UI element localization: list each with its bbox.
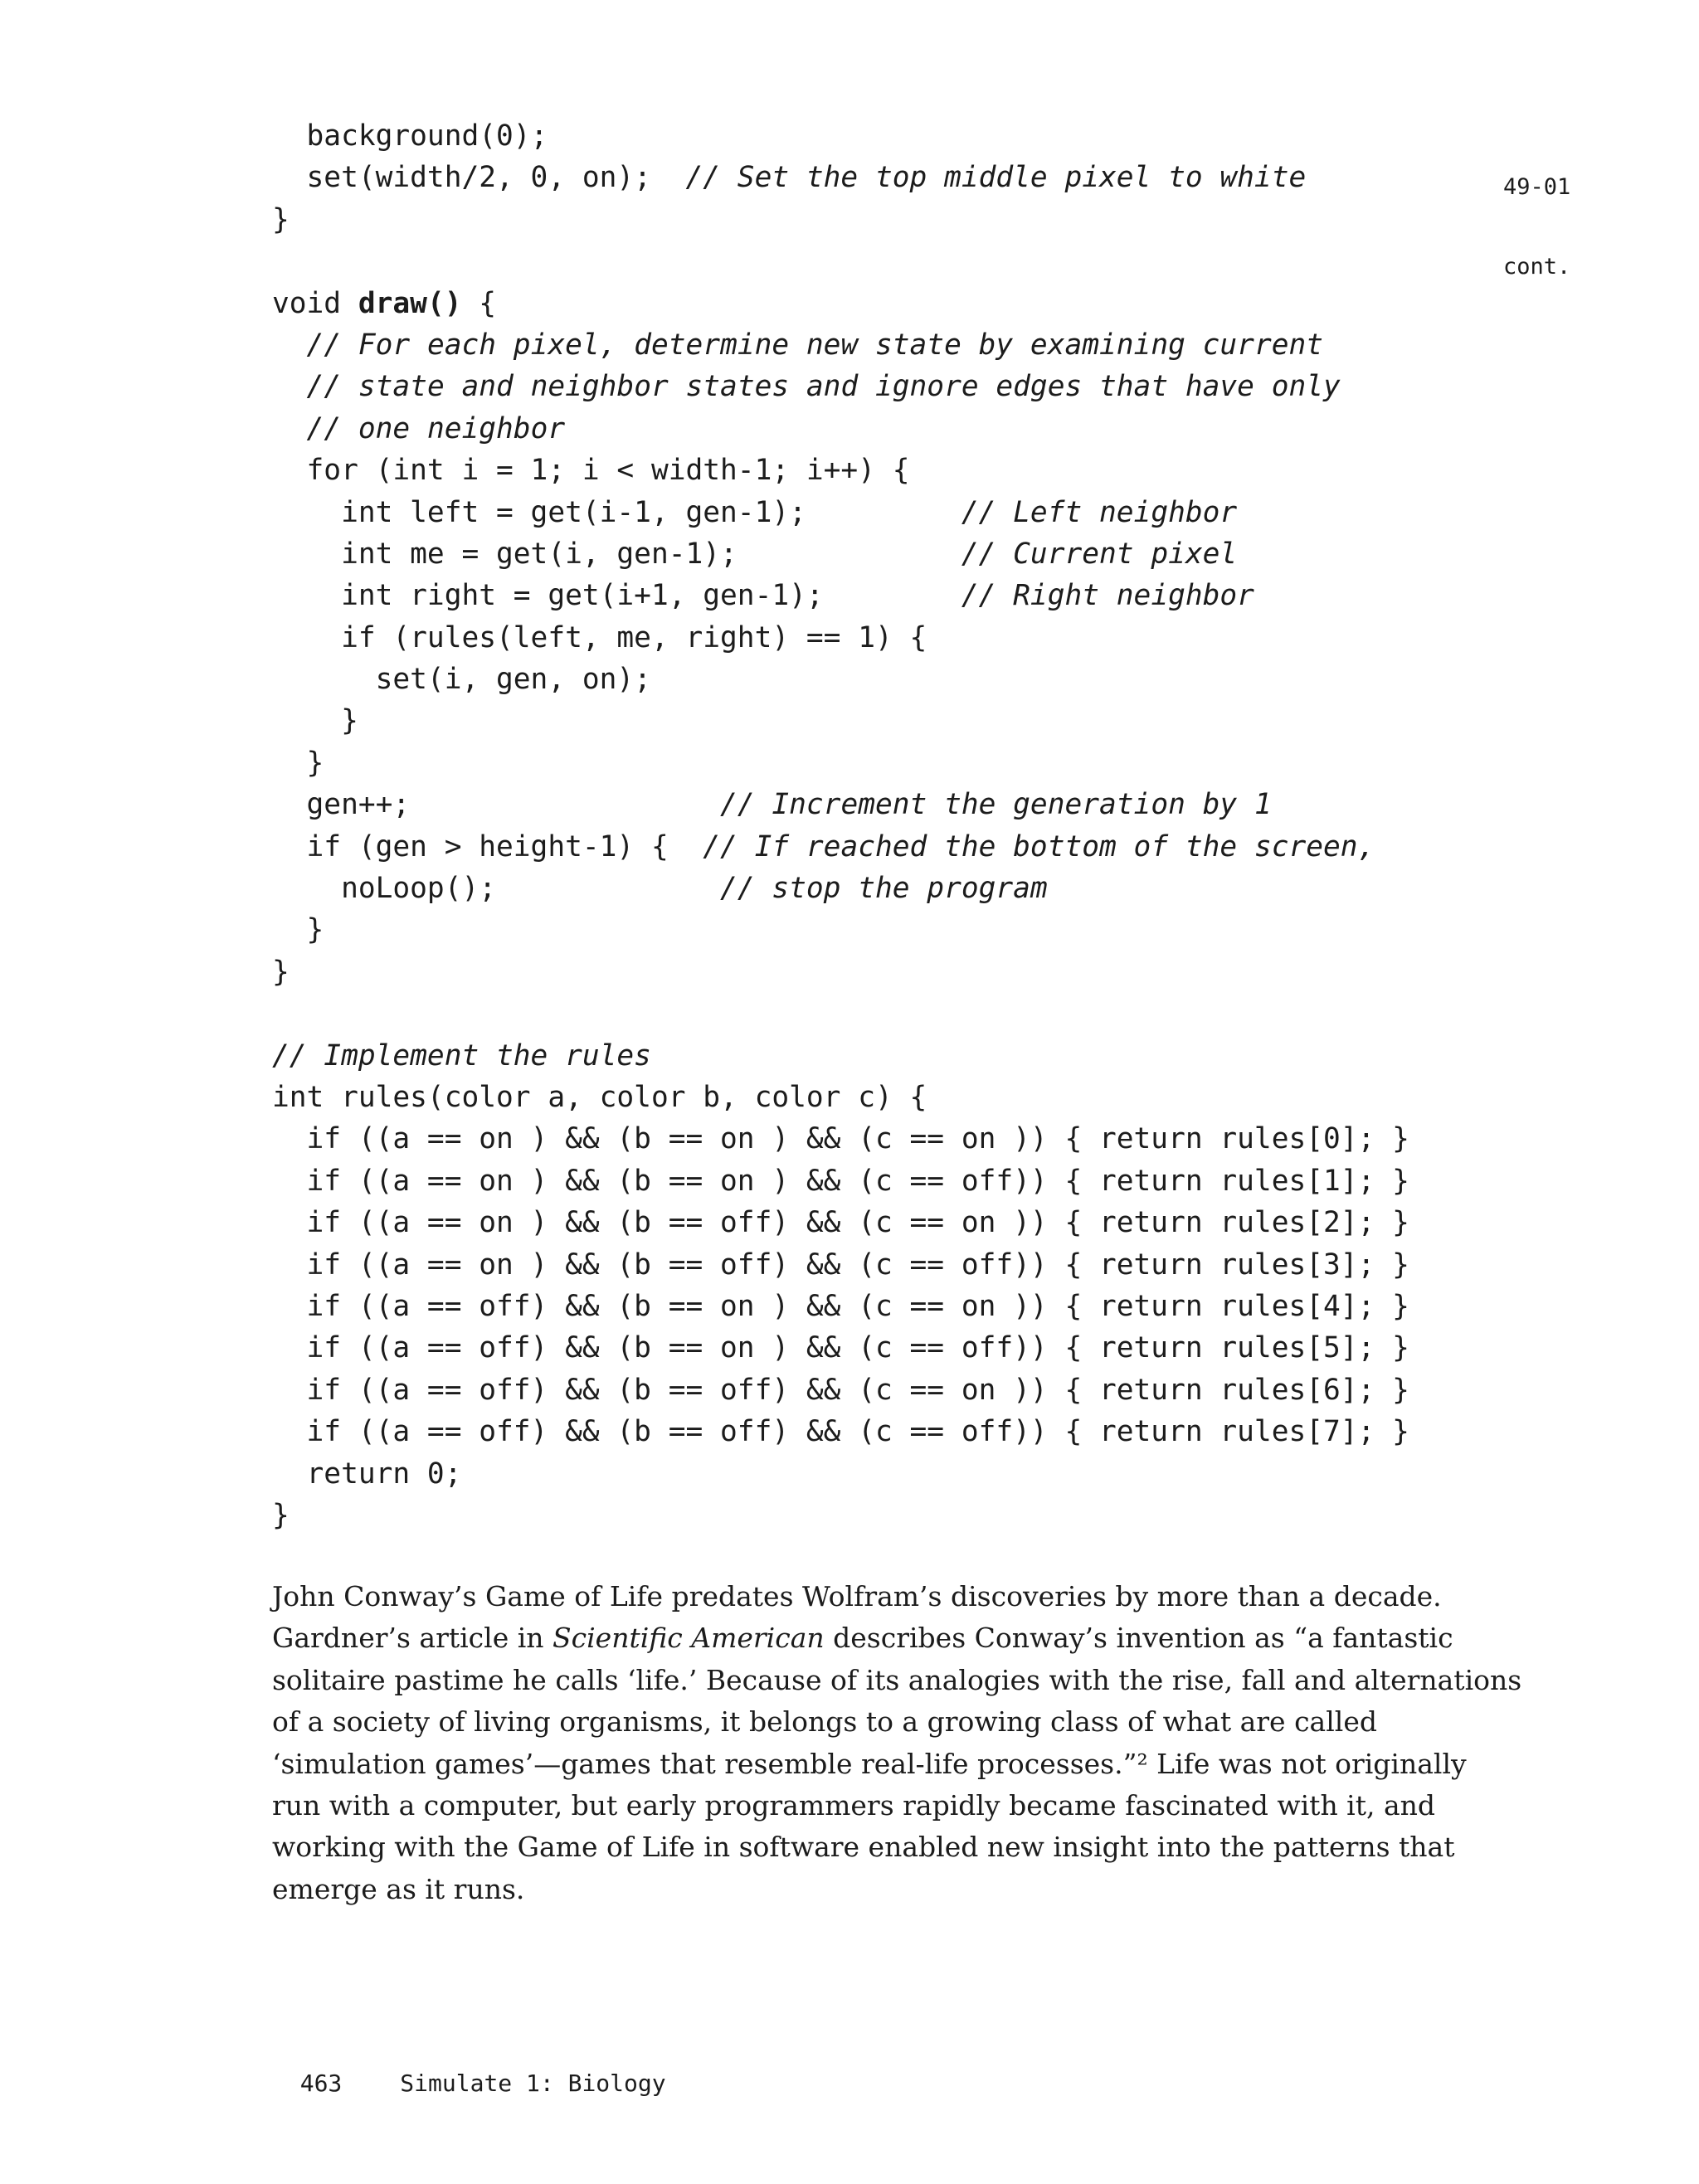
continued-label: cont.	[1503, 254, 1571, 280]
code-line	[272, 1118, 1516, 1160]
code-line	[272, 1327, 1516, 1369]
code-text: }	[272, 746, 324, 780]
code-line	[272, 993, 1516, 1034]
code-line	[272, 868, 1516, 909]
code-text: return 0;	[272, 1457, 462, 1491]
text-line	[272, 1744, 1483, 1785]
code-line	[272, 366, 1516, 407]
code-text: if ((a == off) && (b == on ) && (c == off)) { return rules[5]; }	[272, 1331, 1409, 1365]
code-text: if ((a == on ) && (b == on ) && (c == off)) { return rules[1]; }	[272, 1164, 1409, 1198]
listing-number: 49-01	[1503, 174, 1571, 200]
prose-text: John Conway’s Game of Life predates Wolfram’s discoveries by more than a decade.	[272, 1580, 1442, 1612]
function-name: draw()	[358, 286, 462, 320]
code-text: if (gen > height-1) {	[272, 829, 703, 863]
code-text: int left = get(i-1, gen-1);	[272, 495, 961, 529]
comment-text: // Implement the rules	[272, 1038, 651, 1073]
code-text: for (int i = 1; i < width-1; i++) {	[272, 454, 910, 488]
comment-text: // state and neighbor states and ignore edges that have only	[306, 370, 1341, 404]
code-line	[272, 1369, 1516, 1411]
code-text: {	[461, 286, 497, 320]
comment-text: // Increment the generation by 1	[720, 788, 1272, 822]
comment-text: // Left neighbor	[961, 495, 1238, 529]
code-line	[272, 1495, 1516, 1536]
code-line	[272, 1453, 1516, 1495]
comment-text: // Right neighbor	[961, 579, 1254, 613]
code-line	[272, 1202, 1516, 1243]
page-number: 463	[299, 2070, 343, 2097]
code-text: void	[272, 286, 358, 320]
code-text: if ((a == on ) && (b == off) && (c == off)) { return rules[3]; }	[272, 1248, 1409, 1282]
text-line	[272, 1660, 1522, 1701]
code-line	[272, 450, 1516, 491]
text-line	[272, 1617, 1483, 1659]
prose-text: Gardner’s article in	[272, 1622, 553, 1655]
code-line	[272, 659, 1516, 700]
code-text	[272, 412, 307, 445]
code-line	[272, 199, 1516, 241]
paragraph-text	[272, 1576, 1522, 1910]
code-text: if (rules(left, me, right) == 1) {	[272, 620, 927, 654]
code-line	[272, 784, 1516, 825]
code-text: }	[272, 202, 290, 236]
prose-text: ‘simulation games’—games that resemble real-life processes.”² Life was not originally	[272, 1747, 1467, 1780]
code-text	[272, 328, 307, 362]
code-text: int rules(color a, color b, color c) {	[272, 1080, 927, 1114]
text-line	[272, 1576, 1483, 1617]
chapter-title: Simulate 1: Biology	[400, 2070, 666, 2097]
code-line	[272, 283, 1516, 324]
code-text: }	[272, 704, 358, 738]
code-line	[272, 951, 1516, 993]
code-line	[272, 1160, 1516, 1202]
code-line	[272, 241, 1516, 282]
page-footer	[272, 2039, 666, 2099]
comment-text: // If reached the bottom of the screen,	[703, 829, 1375, 863]
code-text	[272, 370, 307, 403]
comment-text: // one neighbor	[306, 411, 566, 445]
code-text: if ((a == off) && (b == on ) && (c == on )) { return rules[4]; }	[272, 1289, 1409, 1323]
italic-title: Scientific American	[553, 1622, 825, 1655]
code-text: set(i, gen, on);	[272, 663, 651, 697]
code-line	[272, 575, 1516, 616]
code-text: if ((a == on ) && (b == on ) && (c == on )) { return rules[0]; }	[272, 1122, 1409, 1156]
comment-text: // For each pixel, determine new state by examining current	[306, 328, 1324, 362]
code-line	[272, 742, 1516, 784]
text-line	[272, 1869, 1483, 1910]
code-line	[272, 700, 1516, 742]
code-text: set(width/2, 0, on);	[272, 161, 686, 195]
code-listing	[272, 115, 1516, 1536]
code-line	[272, 909, 1516, 951]
code-text: noLoop();	[272, 872, 721, 906]
code-line	[272, 1077, 1516, 1118]
text-line	[272, 1826, 1483, 1868]
code-text: if ((a == off) && (b == off) && (c == on )) { return rules[6]; }	[272, 1373, 1409, 1407]
comment-text: // Current pixel	[961, 537, 1238, 571]
code-text: }	[272, 913, 324, 947]
code-text: background(0);	[272, 119, 548, 153]
code-line	[272, 826, 1516, 868]
code-line	[272, 533, 1516, 575]
prose-text: describes Conway’s invention as “a fantastic	[824, 1622, 1453, 1655]
code-line	[272, 1244, 1516, 1286]
prose-text: solitaire pastime he calls ‘life.’ Because of its analogies with the rise, fall and alternations	[272, 1663, 1522, 1696]
code-text: gen++;	[272, 788, 721, 822]
code-text: }	[272, 1498, 290, 1532]
code-line	[272, 324, 1516, 366]
code-text: int right = get(i+1, gen-1);	[272, 579, 961, 613]
code-line	[272, 157, 1516, 198]
prose-text: of a society of living organisms, it belongs to a growing class of what are called	[272, 1705, 1377, 1739]
code-text: if ((a == on ) && (b == off) && (c == on )) { return rules[2]; }	[272, 1206, 1409, 1240]
code-line	[272, 1286, 1516, 1327]
comment-text: // Set the top middle pixel to white	[685, 161, 1307, 195]
text-line	[272, 1701, 1483, 1743]
code-line	[272, 617, 1516, 659]
code-line	[272, 408, 1516, 450]
text-line	[272, 1785, 1483, 1826]
prose-text: run with a computer, but early programmers rapidly became fascinated with it, and	[272, 1789, 1436, 1822]
code-line	[272, 1411, 1516, 1452]
prose-text: working with the Game of Life in software enabled new insight into the patterns that	[272, 1831, 1455, 1864]
code-text: if ((a == off) && (b == off) && (c == off)) { return rules[7]; }	[272, 1415, 1409, 1449]
code-line	[272, 115, 1516, 157]
code-line	[272, 1035, 1516, 1077]
code-text: int me = get(i, gen-1);	[272, 537, 961, 571]
comment-text: // stop the program	[720, 872, 1048, 906]
body-paragraph	[272, 1576, 1522, 1910]
prose-text: emerge as it runs.	[272, 1872, 525, 1905]
code-text: }	[272, 955, 290, 989]
code-line	[272, 492, 1516, 533]
